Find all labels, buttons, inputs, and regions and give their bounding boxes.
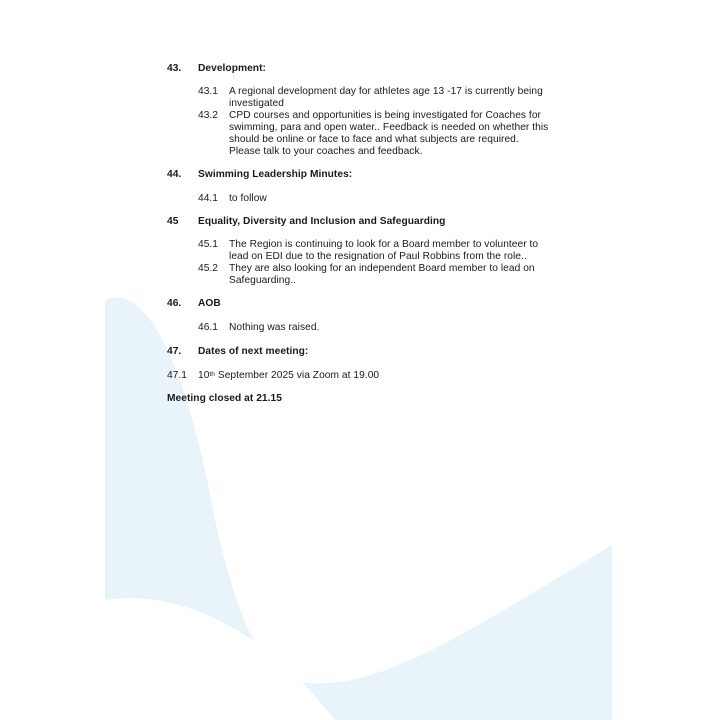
item-number: 47.1: [167, 370, 188, 381]
section-number: 46.: [167, 298, 182, 309]
item-text-line: They are also looking for an independent Board member to lead on: [229, 263, 535, 274]
item-text-line: swimming, para and open water.. Feedback is needed on whether this: [229, 122, 549, 133]
section-number: 47.: [167, 346, 182, 357]
item-number: 46.1: [198, 322, 219, 333]
section-heading: AOB: [198, 298, 221, 309]
item-number: 43.2: [198, 110, 219, 121]
section-number: 43.: [167, 63, 182, 74]
item-text-line: investigated: [229, 98, 284, 109]
next-meeting-text: [198, 370, 379, 382]
next-meeting-details: September 2025 via Zoom at 19.00: [214, 370, 380, 381]
item-number: 45.2: [198, 263, 219, 274]
item-number: 43.1: [198, 86, 219, 97]
section-number: 45: [167, 216, 179, 227]
item-number: 45.1: [198, 239, 219, 250]
item-text-line: lead on EDI due to the resignation of Paul Robbins from the role..: [229, 251, 527, 262]
section-heading: Development:: [198, 63, 266, 74]
section-heading: Dates of next meeting:: [198, 346, 309, 357]
item-text-line: to follow: [229, 193, 267, 204]
item-text-line: should be online or face to face and what subjects are required.: [229, 134, 519, 145]
section-number: 44.: [167, 169, 182, 180]
section-heading: Equality, Diversity and Inclusion and Safeguarding: [198, 216, 446, 227]
next-meeting-day: 10: [198, 370, 210, 381]
item-text-line: Nothing was raised.: [229, 322, 320, 333]
meeting-closed-text: Meeting closed at 21.15: [167, 393, 282, 404]
item-text-line: The Region is continuing to look for a Board member to volunteer to: [229, 239, 539, 250]
item-text-line: A regional development day for athletes age 13 -17 is currently being: [229, 86, 543, 97]
item-text-line: Please talk to your coaches and feedback.: [229, 146, 423, 157]
section-heading: Swimming Leadership Minutes:: [198, 169, 353, 180]
item-number: 44.1: [198, 193, 219, 204]
next-meeting-day-suffix: th: [209, 371, 215, 378]
item-text-line: CPD courses and opportunities is being investigated for Coaches for: [229, 110, 541, 121]
item-text-line: Safeguarding..: [229, 275, 296, 286]
